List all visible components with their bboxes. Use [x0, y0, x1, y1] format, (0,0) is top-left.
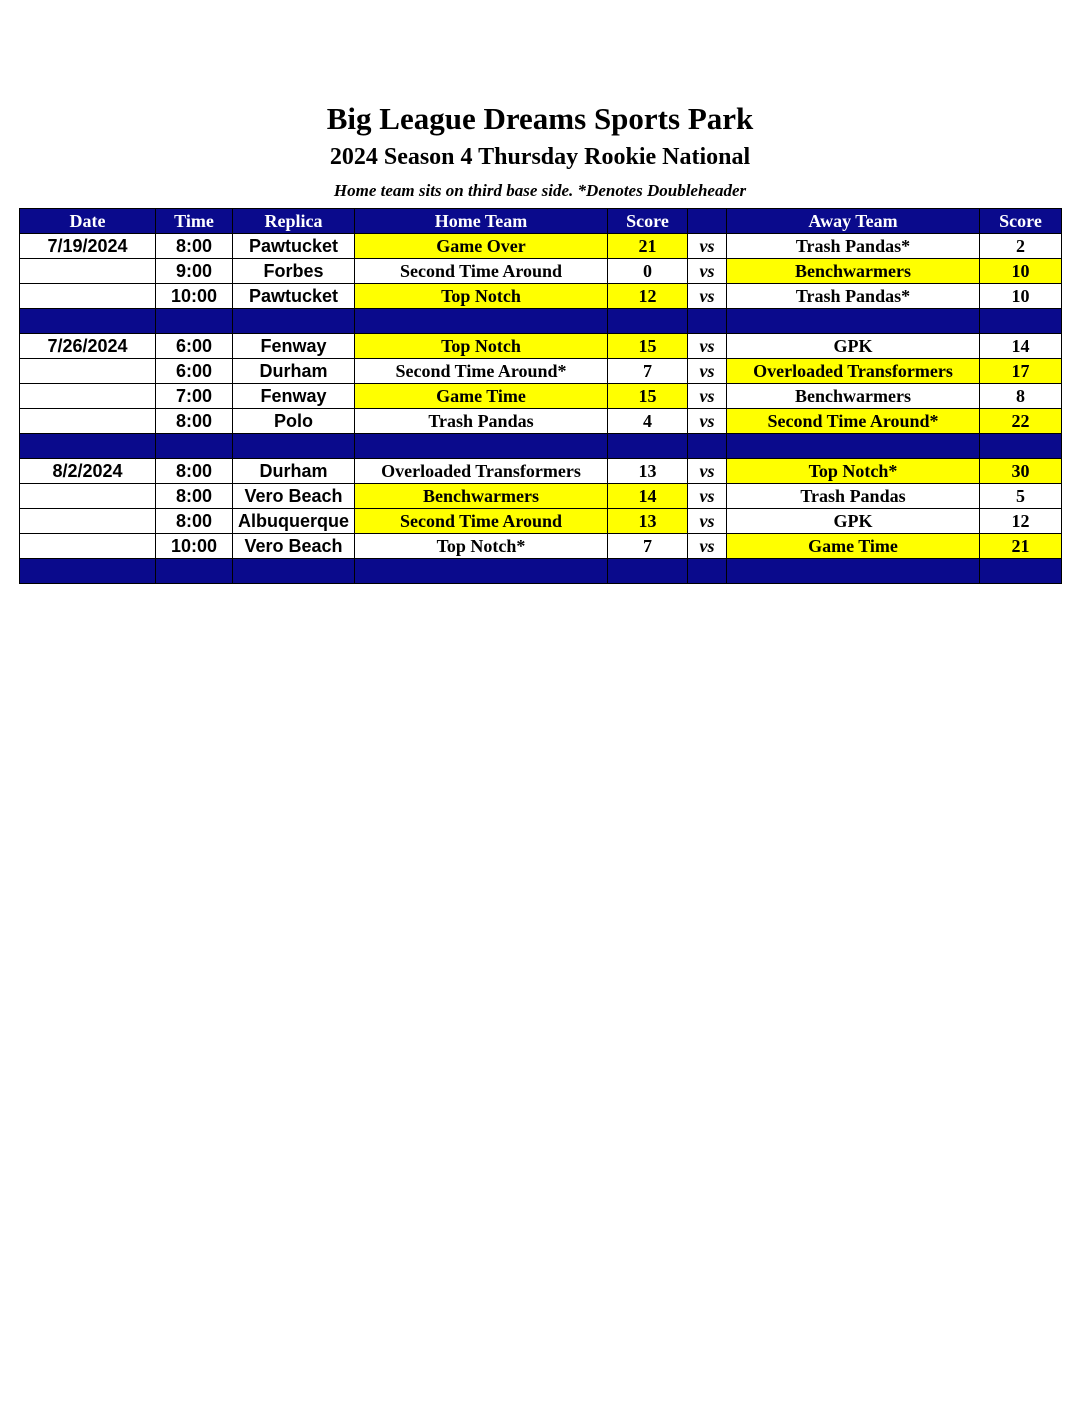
- date-cell: [20, 259, 156, 284]
- away-score-cell: 10: [980, 284, 1062, 309]
- away-team-cell: Overloaded Transformers: [727, 359, 980, 384]
- replica-cell: Fenway: [233, 384, 355, 409]
- away-team-cell: Top Notch*: [727, 459, 980, 484]
- home-team-cell: Top Notch: [355, 334, 608, 359]
- home-team-cell: Second Time Around: [355, 509, 608, 534]
- time-cell: 8:00: [156, 484, 233, 509]
- date-cell: [20, 284, 156, 309]
- table-row: [20, 359, 1062, 384]
- home-team-cell: Trash Pandas: [355, 409, 608, 434]
- away-score-cell: 30: [980, 459, 1062, 484]
- time-cell: 7:00: [156, 384, 233, 409]
- away-team-cell: GPK: [727, 509, 980, 534]
- time-cell: 6:00: [156, 334, 233, 359]
- time-cell: 8:00: [156, 509, 233, 534]
- away-score-cell: 12: [980, 509, 1062, 534]
- schedule-table: [19, 208, 1062, 584]
- table-row: [20, 409, 1062, 434]
- page-title: Big League Dreams Sports Park: [326, 101, 754, 136]
- away-team-cell: Trash Pandas*: [727, 284, 980, 309]
- away-score-cell: 14: [980, 334, 1062, 359]
- away-score-cell: 21: [980, 534, 1062, 559]
- time-cell: 10:00: [156, 534, 233, 559]
- vs-cell: vs: [688, 359, 727, 384]
- away-team-cell: Game Time: [727, 534, 980, 559]
- replica-cell: Vero Beach: [233, 484, 355, 509]
- away-team-cell: Benchwarmers: [727, 259, 980, 284]
- time-cell: 8:00: [156, 234, 233, 259]
- table-row: [20, 284, 1062, 309]
- away-score-cell: 2: [980, 234, 1062, 259]
- column-header-away-team: Away Team: [727, 209, 980, 234]
- date-cell: [20, 409, 156, 434]
- vs-cell: vs: [688, 459, 727, 484]
- page-subtitle: 2024 Season 4 Thursday Rookie National: [329, 144, 751, 170]
- date-cell: 7/26/2024: [20, 334, 156, 359]
- home-team-cell: Second Time Around*: [355, 359, 608, 384]
- vs-cell: vs: [688, 259, 727, 284]
- column-header-replica: Replica: [233, 209, 355, 234]
- vs-cell: vs: [688, 534, 727, 559]
- replica-cell: Polo: [233, 409, 355, 434]
- table-header-row: [20, 209, 1062, 234]
- home-score-cell: 7: [608, 534, 688, 559]
- replica-cell: Pawtucket: [233, 284, 355, 309]
- home-score-cell: 15: [608, 334, 688, 359]
- away-team-cell: Trash Pandas*: [727, 234, 980, 259]
- away-team-cell: Second Time Around*: [727, 409, 980, 434]
- away-score-cell: 8: [980, 384, 1062, 409]
- away-score-cell: 22: [980, 409, 1062, 434]
- spacer-row: [20, 434, 1062, 459]
- home-score-cell: 0: [608, 259, 688, 284]
- vs-cell: vs: [688, 384, 727, 409]
- date-cell: 7/19/2024: [20, 234, 156, 259]
- time-cell: 6:00: [156, 359, 233, 384]
- replica-cell: Forbes: [233, 259, 355, 284]
- home-score-cell: 21: [608, 234, 688, 259]
- home-score-cell: 13: [608, 459, 688, 484]
- date-cell: [20, 534, 156, 559]
- date-cell: [20, 384, 156, 409]
- replica-cell: Fenway: [233, 334, 355, 359]
- table-row: [20, 509, 1062, 534]
- table-row: [20, 484, 1062, 509]
- column-header-away-score: Score: [980, 209, 1062, 234]
- home-team-cell: Game Over: [355, 234, 608, 259]
- away-team-cell: Trash Pandas: [727, 484, 980, 509]
- date-cell: [20, 359, 156, 384]
- date-cell: [20, 484, 156, 509]
- home-score-cell: 13: [608, 509, 688, 534]
- home-team-cell: Game Time: [355, 384, 608, 409]
- home-team-cell: Top Notch*: [355, 534, 608, 559]
- away-score-cell: 10: [980, 259, 1062, 284]
- home-team-cell: Overloaded Transformers: [355, 459, 608, 484]
- home-score-cell: 12: [608, 284, 688, 309]
- replica-cell: Durham: [233, 359, 355, 384]
- home-score-cell: 14: [608, 484, 688, 509]
- away-score-cell: 5: [980, 484, 1062, 509]
- replica-cell: Vero Beach: [233, 534, 355, 559]
- column-header-home-team: Home Team: [355, 209, 608, 234]
- replica-cell: Durham: [233, 459, 355, 484]
- table-row: [20, 384, 1062, 409]
- home-team-cell: Second Time Around: [355, 259, 608, 284]
- home-score-cell: 7: [608, 359, 688, 384]
- schedule-note: Home team sits on third base side. *Denotes Doubleheader: [333, 181, 747, 200]
- vs-cell: vs: [688, 234, 727, 259]
- vs-cell: vs: [688, 484, 727, 509]
- table-row: [20, 234, 1062, 259]
- table-row: [20, 259, 1062, 284]
- vs-cell: vs: [688, 409, 727, 434]
- home-score-cell: 4: [608, 409, 688, 434]
- table-row: [20, 459, 1062, 484]
- away-team-cell: Benchwarmers: [727, 384, 980, 409]
- home-score-cell: 15: [608, 384, 688, 409]
- spacer-row: [20, 559, 1062, 584]
- date-cell: 8/2/2024: [20, 459, 156, 484]
- vs-cell: vs: [688, 334, 727, 359]
- home-team-cell: Top Notch: [355, 284, 608, 309]
- home-team-cell: Benchwarmers: [355, 484, 608, 509]
- time-cell: 8:00: [156, 459, 233, 484]
- column-header-time: Time: [156, 209, 233, 234]
- table-row: [20, 334, 1062, 359]
- vs-cell: vs: [688, 509, 727, 534]
- away-score-cell: 17: [980, 359, 1062, 384]
- column-header-home-score: Score: [608, 209, 688, 234]
- spacer-row: [20, 309, 1062, 334]
- away-team-cell: GPK: [727, 334, 980, 359]
- replica-cell: Pawtucket: [233, 234, 355, 259]
- column-header-vs: [688, 209, 727, 234]
- date-cell: [20, 509, 156, 534]
- column-header-date: Date: [20, 209, 156, 234]
- vs-cell: vs: [688, 284, 727, 309]
- table-row: [20, 534, 1062, 559]
- replica-cell: Albuquerque: [233, 509, 355, 534]
- time-cell: 10:00: [156, 284, 233, 309]
- time-cell: 9:00: [156, 259, 233, 284]
- time-cell: 8:00: [156, 409, 233, 434]
